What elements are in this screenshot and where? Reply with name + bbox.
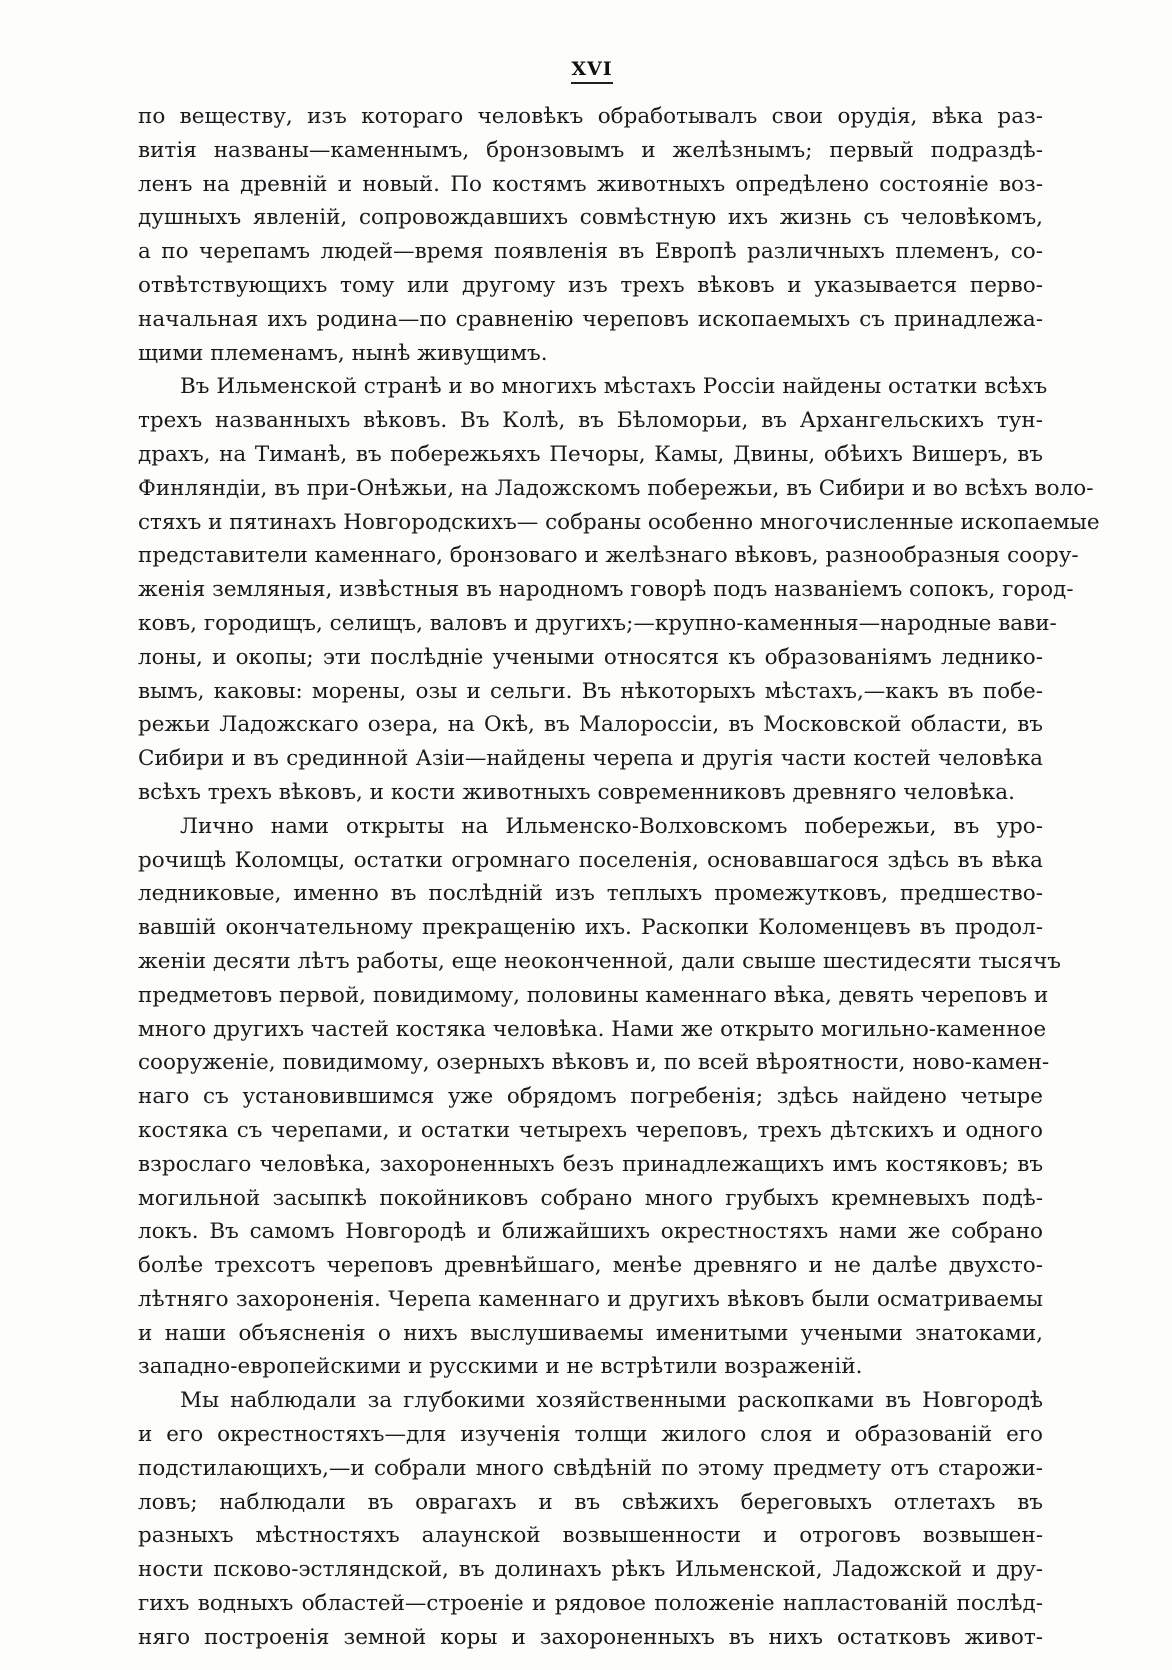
text-line: ловъ; наблюдали въ оврагахъ и въ свѣжихъ береговыхъ отлетахъ въ [138, 1489, 1043, 1515]
text-line: и наши объясненія о нихъ выслушиваемы именитыми учеными знатоками, [138, 1320, 1043, 1346]
text-line: Мы наблюдали за глубокими хозяйственными раскопками въ Новгородѣ [180, 1388, 1043, 1414]
text-line: представители каменнаго, бронзоваго и желѣзнаго вѣковъ, разнообразныя соору- [138, 543, 1079, 569]
text-line: а по черепамъ людей—время появленія въ Европѣ различныхъ племенъ, со- [138, 239, 1043, 265]
text-line: ледниковые, именно въ послѣдній изъ теплыхъ промежутковъ, предшество- [138, 881, 1043, 907]
text-line: Въ Ильменской странѣ и во многихъ мѣстахъ Россіи найдены остатки всѣхъ [180, 374, 1048, 400]
text-line: вымъ, каковы: морены, озы и сельги. Въ нѣкоторыхъ мѣстахъ,—какъ въ побе- [138, 678, 1043, 704]
text-line: отвѣтствующихъ тому или другому изъ трехъ вѣковъ и указывается перво- [138, 272, 1043, 298]
text-line: и его окрестностяхъ—для изученія толщи жилого слоя и образованій его [138, 1422, 1043, 1448]
text-line: душныхъ явленій, сопровождавшихъ совмѣстную ихъ жизнь съ человѣкомъ, [138, 205, 1043, 231]
text-line: могильной засыпкѣ покойниковъ собрано много грубыхъ кремневыхъ подѣ- [138, 1185, 1043, 1211]
text-line: вавшій окончательному прекращенію ихъ. Раскопки Коломенцевъ въ продол- [138, 915, 1043, 941]
text-line: драхъ, на Тиманѣ, въ побережьяхъ Печоры, Камы, Двины, обѣихъ Вишеръ, въ [138, 441, 1043, 467]
text-line: Лично нами открыты на Ильменско-Волховскомъ побережьи, въ уро- [180, 813, 1043, 839]
body-text [138, 100, 1100, 1655]
text-line: наго съ установившимся уже обрядомъ погребенія; здѣсь найдено четыре [138, 1084, 1043, 1110]
text-line: женія земляныя, извѣстныя въ народномъ говорѣ подъ названіемъ сопокъ, город- [138, 577, 1074, 603]
text-line: подстилающихъ,—и собрали много свѣдѣній по этому предмету отъ старожи- [138, 1455, 1043, 1481]
text-line: женіи десяти лѣтъ работы, еще неоконченной, дали свыше шестидесяти тысячъ [138, 948, 1061, 974]
text-line: гихъ водныхъ областей—строеніе и рядовое положеніе напластованій послѣд- [138, 1591, 1043, 1617]
text-line: витія названы—каменнымъ, бронзовымъ и желѣзнымъ; первый подраздѣ- [138, 137, 1043, 163]
text-line: костяка съ черепами, и остатки четырехъ череповъ, трехъ дѣтскихъ и одного [138, 1117, 1043, 1143]
text-line: ленъ на древній и новый. По костямъ животныхъ опредѣлено состояніе воз- [138, 171, 1043, 197]
text-line: ности псково-эстляндской, въ долинахъ рѣкъ Ильменской, Ладожской и дру- [138, 1557, 1043, 1583]
text-line: рочищѣ Коломцы, остатки огромнаго поселенія, основавшагося здѣсь въ вѣка [138, 847, 1043, 873]
text-line: ковъ, городищъ, селищъ, валовъ и другихъ;—крупно-каменныя—народные вави- [138, 610, 1057, 636]
text-line: щими племенамъ, нынѣ живущимъ. [138, 340, 548, 366]
text-line: много другихъ частей костяка человѣка. Нами же открыто могильно-каменное [138, 1016, 1047, 1042]
text-line: лѣтняго захороненія. Черепа каменнаго и другихъ вѣковъ были осматриваемы [138, 1286, 1043, 1312]
text-line: начальная ихъ родина—по сравненію череповъ ископаемыхъ съ принадлежа- [138, 306, 1043, 332]
text-line: локъ. Въ самомъ Новгородѣ и ближайшихъ окрестностяхъ нами же собрано [138, 1219, 1043, 1245]
text-line: по веществу, изъ котораго человѣкъ обработывалъ свои орудія, вѣка раз- [138, 104, 1043, 129]
text-line: всѣхъ трехъ вѣковъ, и кости животныхъ современниковъ древняго человѣка. [138, 779, 1015, 805]
page-number: XVI [0, 58, 1172, 84]
text-line: сооруженіе, повидимому, озерныхъ вѣковъ и, по всей вѣроятности, ново-камен- [138, 1050, 1050, 1076]
text-line: лоны, и окопы; эти послѣдніе учеными относятся къ образованіямъ леднико- [138, 644, 1043, 670]
text-line: предметовъ первой, повидимому, половины каменнаго вѣка, девять череповъ и [138, 982, 1049, 1008]
text-line: режьи Ладожскаго озера, на Окѣ, въ Малороссіи, въ Московской области, въ [138, 712, 1043, 738]
text-line: трехъ названныхъ вѣковъ. Въ Колѣ, въ Бѣломорьи, въ Архангельскихъ тун- [138, 408, 1043, 434]
text-line: стяхъ и пятинахъ Новгородскихъ— собраны особенно многочисленные ископаемые [138, 509, 1100, 535]
text-line: разныхъ мѣстностяхъ алаунской возвышенности и отроговъ возвышен- [138, 1523, 1043, 1549]
text-line: западно-европейскими и русскими и не встрѣтили возраженій. [138, 1354, 863, 1380]
text-line: болѣе трехсотъ череповъ древнѣйшаго, менѣе древняго и не далѣе двухсто- [138, 1253, 1043, 1279]
text-line: взрослаго человѣка, захороненныхъ безъ принадлежащихъ имъ костяковъ; въ [138, 1151, 1043, 1177]
text-line: Финляндіи, въ при-Онѣжьи, на Ладожскомъ побережьи, въ Сибири и во всѣхъ воло- [138, 475, 1094, 501]
text-line: няго построенія земной коры и захороненныхъ въ нихъ остатковъ живот- [138, 1624, 1043, 1650]
text-line: Сибири и въ срединной Азіи—найдены черепа и другія части костей человѣка [138, 746, 1043, 772]
